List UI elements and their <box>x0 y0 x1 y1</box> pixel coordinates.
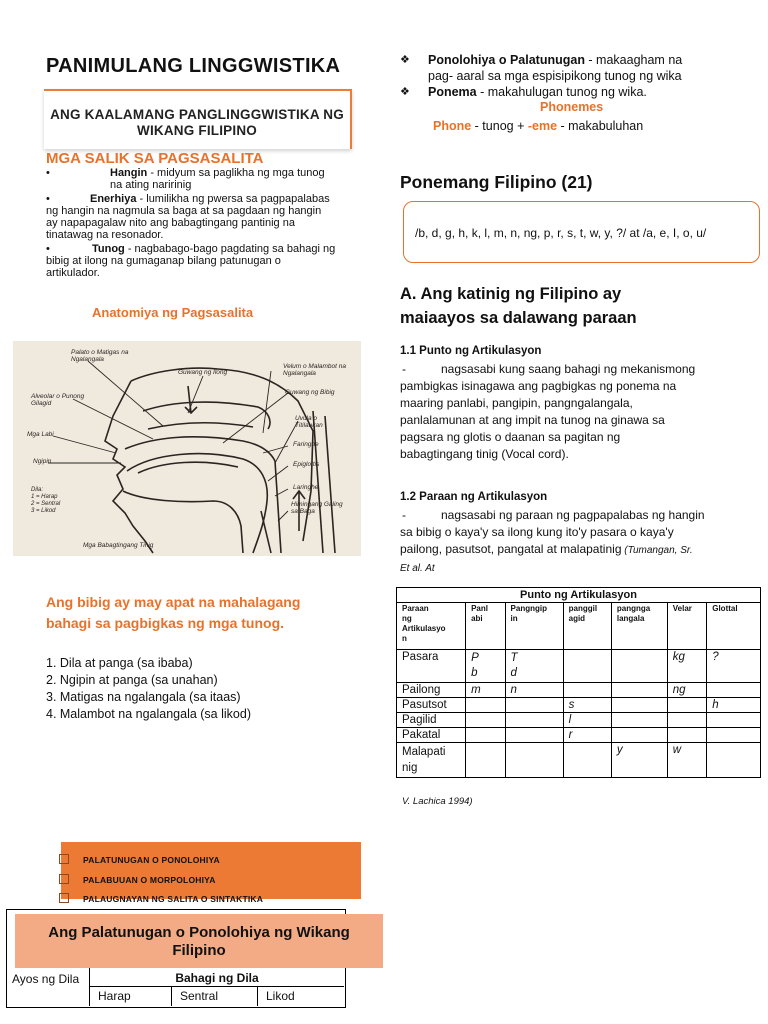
label-laringhe: Laringhe <box>293 484 319 491</box>
salik-desc: ng hangin na nagmula sa baga at sa pagdaan ng hangin <box>46 205 322 217</box>
table-cell <box>505 713 563 728</box>
makabuluhan: - makabuluhan <box>557 119 644 133</box>
salik-item-enerhiya: • Enerhiya - lumilikha ng pwersa sa pagpapalabas ng hangin na nagmula sa baga at sa pagdaan ng hangin ay napapagalaw nito ang babagtingang pantinig na tinatawag na resonador. <box>46 193 376 241</box>
salik-desc: - midyum sa paglikha ng mga tunog <box>147 167 325 179</box>
salik-desc: artikulador. <box>46 267 100 279</box>
table-cell: T d <box>505 650 563 683</box>
punto-table <box>396 587 761 778</box>
label-guwang-ilong: Guwang ng Ilong <box>178 369 228 376</box>
subtitle-box <box>44 89 352 149</box>
label-matigas: Palato o Matigas na Ngalangala <box>71 349 129 363</box>
table-cell <box>563 683 611 698</box>
list-item: 3. Matigas na ngalangala (sa itaas) <box>46 690 241 704</box>
header-cell: Velar <box>667 603 706 650</box>
table-cell <box>563 743 611 778</box>
row-label: Pasara <box>397 650 466 683</box>
salik-desc: bibig at ilong na gumaganap bilang patunugan o <box>46 255 281 267</box>
table-row <box>397 683 761 698</box>
table-row <box>397 743 761 778</box>
row-label: Malapati nig <box>397 743 466 778</box>
katinig-line2: maiaayos sa dalawang paraan <box>400 309 637 327</box>
label-dila-1: 1 = Harap <box>31 494 58 500</box>
para-line: maaring panlabi, pangipin, pangngalangala, <box>400 396 633 410</box>
dash: - <box>402 362 406 376</box>
table-cell <box>505 743 563 778</box>
table-cell <box>611 728 667 743</box>
para-line: nagsasabi kung saang bahagi ng mekanismong <box>441 362 696 376</box>
col-likod: Likod <box>266 989 295 1003</box>
table-cell <box>505 698 563 713</box>
palatunugan-title-line2: Filipino <box>172 942 226 959</box>
header-cell: Pangngip in <box>505 603 563 650</box>
salik-desc: na ating naririnig <box>110 179 192 191</box>
salik-desc: - nagbabago-bago pagdating sa bahagi ng <box>124 243 336 255</box>
table-cell <box>707 683 761 698</box>
punto-paragraph <box>400 361 730 463</box>
salik-term: Hangin <box>110 167 148 179</box>
salik-term: Enerhiya <box>90 193 137 205</box>
table-cell: w <box>667 743 706 778</box>
bullet-desc: - makaagham na <box>584 53 683 67</box>
anatomy-diagram <box>13 341 361 556</box>
label-guwang-bibig: Guwang ng Bibig <box>285 389 335 396</box>
list-item: 1. Dila at panga (sa ibaba) <box>46 656 193 670</box>
phoneme-box <box>403 201 760 263</box>
label-dila-3: 3 = Likod <box>31 508 56 514</box>
paraan-paragraph <box>400 507 760 577</box>
header-cell: Glottal <box>707 603 761 650</box>
table-cell <box>466 698 505 713</box>
ayos-cell: Ayos ng Dila <box>6 968 90 1006</box>
bahagi-cell: Bahagi ng Dila <box>90 968 344 987</box>
ponemang-heading: Ponemang Filipino (21) <box>400 172 593 192</box>
eme-word: -eme <box>527 119 558 133</box>
table-cell <box>611 713 667 728</box>
header-cell: panggil agid <box>563 603 611 650</box>
table-cell: h <box>707 698 761 713</box>
label-ngipin: Ngipin <box>33 458 52 465</box>
row-label: Pailong <box>397 683 466 698</box>
salik-desc: tinatawag na resonador. <box>46 229 164 241</box>
table-header-row <box>397 603 761 650</box>
table-cell: ? <box>707 650 761 683</box>
table-cell <box>466 743 505 778</box>
bullet-term: Ponolohiya o Palatunugan <box>428 53 585 67</box>
table-cell <box>707 713 761 728</box>
table-cell: y <box>611 743 667 778</box>
label-himingang: Himingang Galing sa Baga <box>291 501 343 515</box>
katinig-line1: A. Ang katinig ng Filipino ay <box>400 285 622 303</box>
subtitle-line1: ANG KAALAMANG PANGLINGGWISTIKA NG <box>50 107 344 122</box>
table-row <box>397 650 761 683</box>
branch-item: PALATUNUGAN O PONOLOHIYA <box>83 855 220 865</box>
phonemes-label: Phonemes <box>540 100 604 114</box>
bibig-list <box>46 655 251 723</box>
para-line: sa bibig o kaya'y sa ilong kung ito'y pasara o kaya'y <box>400 525 674 539</box>
table-cell <box>466 713 505 728</box>
label-labi: Mga Labi <box>27 431 54 438</box>
table-row <box>397 728 761 743</box>
label-dila-2: 2 = Sentral <box>31 501 61 507</box>
salik-heading: MGA SALIK SA PAGSASALITA <box>46 150 264 167</box>
table-cell: s <box>563 698 611 713</box>
table-cell: n <box>505 683 563 698</box>
list-item: 4. Malambot na ngalangala (sa likod) <box>46 707 251 721</box>
citation-part: (Tumangan, Sr. <box>621 545 693 556</box>
palatunugan-title-line1: Ang Palatunugan o Ponolohiya ng Wikang <box>48 924 350 941</box>
col-sentral: Sentral <box>172 987 258 1006</box>
label-dila-title: Dila: <box>31 487 44 493</box>
list-item: 2. Ngipin at panga (sa unahan) <box>46 673 218 687</box>
table-row <box>397 698 761 713</box>
label-dila <box>31 487 60 515</box>
table-cell: l <box>563 713 611 728</box>
dila-table-rows <box>6 968 344 1006</box>
salik-item-hangin: • Hangin - midyum sa paglikha ng mga tunog na ating naririnig <box>46 167 366 191</box>
header-cell: pangnga langala <box>611 603 667 650</box>
table-cell: m <box>466 683 505 698</box>
anatomiya-heading: Anatomiya ng Pagsasalita <box>92 305 254 320</box>
dash: - <box>402 508 406 522</box>
para-line: pailong, pasutsot, pangatal at malapatinig <box>400 542 622 556</box>
tunog-plus: - tunog + <box>471 119 528 133</box>
bullet-ponema <box>402 84 732 100</box>
checkbox-icon <box>59 854 69 864</box>
salik-item-tunog: • Tunog - nagbabago-bago pagdating sa bahagi ng bibig at ilong na gumaganap bilang patunugan o artikulador. <box>46 243 376 279</box>
punto-heading: 1.1 Punto ng Artikulasyon <box>400 345 542 357</box>
header-cell: Panl abi <box>466 603 505 650</box>
label-uvula: Uvula o Titilaukan <box>295 415 323 429</box>
citation-part: Et al. At <box>400 563 435 574</box>
header-cell: Paraan ng Artikulasyo n <box>397 603 466 650</box>
table-cell: P b <box>466 650 505 683</box>
table-cell <box>611 650 667 683</box>
diamond-bullet-icon: ❖ <box>400 86 410 98</box>
table-row <box>397 713 761 728</box>
table-cell <box>667 713 706 728</box>
col-harap: Harap <box>90 987 172 1006</box>
table-cell <box>505 728 563 743</box>
salik-desc: - lumilikha ng pwersa sa pagpapalabas <box>136 193 330 205</box>
table-cell <box>707 728 761 743</box>
para-line: nagsasabi ng paraan ng pagpapalabas ng hangin <box>441 508 705 522</box>
branch-item: PALABUUAN O MORPOLOHIYA <box>83 875 216 885</box>
row-label: Pagilid <box>397 713 466 728</box>
table-cell <box>667 728 706 743</box>
salik-term: Tunog <box>92 243 125 255</box>
label-faringhe: Faringhe <box>293 441 319 448</box>
para-line: babagtingang tinig (Vocal cord). <box>400 447 569 461</box>
row-label: Pasutsot <box>397 698 466 713</box>
table-cell <box>563 650 611 683</box>
table-cell: ng <box>667 683 706 698</box>
table-cell: r <box>563 728 611 743</box>
label-epiglottis: Epiglottis <box>293 461 320 468</box>
bibig-heading: Ang bibig ay may apat na mahalagang bahagi sa pagbigkas ng mga tunog. <box>46 594 301 631</box>
table-cell <box>466 728 505 743</box>
checkbox-icon <box>59 893 69 903</box>
label-velum: Velum o Malambot na Ngalangala <box>283 363 346 377</box>
para-line: panlalamunan at ang impit na tunog na ginawa sa <box>400 413 665 427</box>
paraan-heading: 1.2 Paraan ng Artikulasyon <box>400 491 548 503</box>
table-cell <box>611 683 667 698</box>
table-cell: kg <box>667 650 706 683</box>
subtitle-line2: WIKANG FILIPINO <box>137 123 257 138</box>
katinig-heading <box>400 282 637 330</box>
citation: V. Lachica 1994) <box>402 796 473 807</box>
table-cell <box>611 698 667 713</box>
page-title: PANIMULANG LINGGWISTIKA <box>46 55 341 77</box>
bullet-term: Ponema <box>428 85 477 99</box>
bullet-ponolohiya <box>402 52 732 84</box>
para-line: pambigkas isinagawa ang pagbigkas ng ponema na <box>400 379 677 393</box>
bullet-desc: pag- aaral sa mga espisipikong tunog ng wika <box>428 69 682 83</box>
table-cell <box>707 743 761 778</box>
row-label: Pakatal <box>397 728 466 743</box>
checkbox-icon <box>59 874 69 884</box>
table-title: Punto ng Artikulasyon <box>397 588 761 603</box>
phoneme-list: /b, d, g, h, k, l, m, n, ng, p, r, s, t, w, y, ?/ at /a, e, I, o, u/ <box>415 226 707 240</box>
linguistics-branches-box <box>61 842 361 904</box>
phone-word: Phone <box>433 119 472 133</box>
label-babagtingang: Mga Babagtingang Tinig <box>83 542 154 549</box>
diamond-bullet-icon: ❖ <box>400 54 410 66</box>
table-cell <box>667 698 706 713</box>
salik-desc: ay napapagalaw nito ang babagtingang pantinig na <box>46 217 295 229</box>
label-alveolar: Alveolar o Punong Gilagid <box>31 393 85 407</box>
branch-item: PALAUGNAYAN NG SALITA O SINTAKTIKA <box>83 894 264 904</box>
para-line: pagsara ng glotis o daanan sa pagitan ng <box>400 430 621 444</box>
palatunugan-title <box>15 914 383 968</box>
phone-formula <box>433 119 643 133</box>
bullet-desc: - makahulugan tunog ng wika. <box>476 85 647 99</box>
